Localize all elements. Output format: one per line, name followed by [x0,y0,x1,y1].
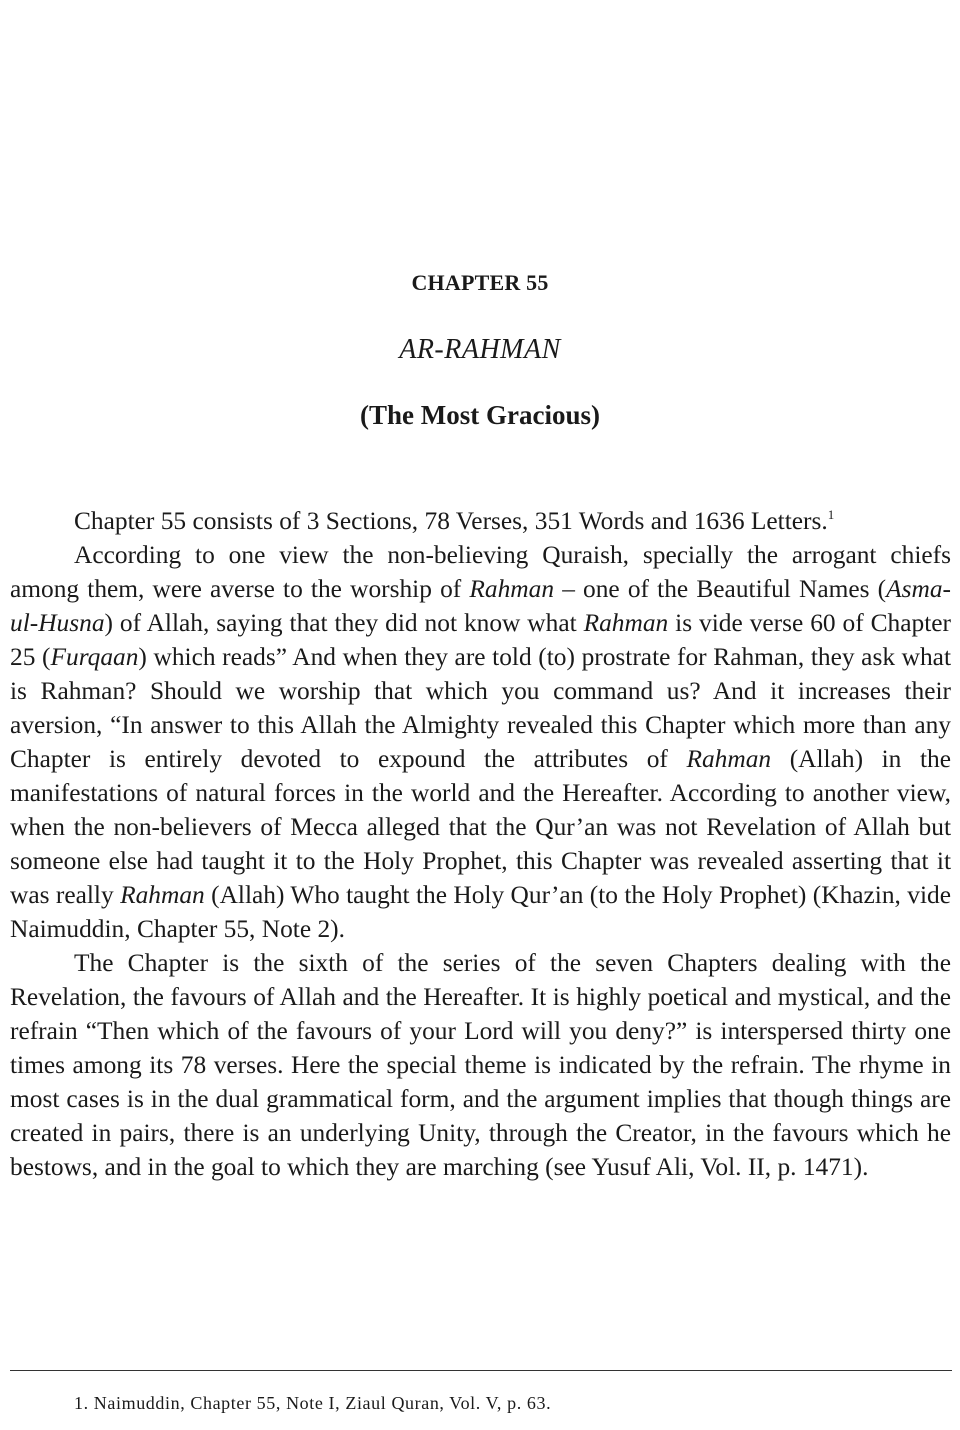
paragraph-text: ) which reads” And when they are told (to) prostrate for Rahman, they ask what is Rahman? Should we worship that which you command us? And it increases their aversion, “In answer to this Allah the Almighty revealed this Chapter which more than any Chapter is entirely devoted to expound the attributes of [10,643,952,773]
footnote-reference: 1 [827,507,835,522]
paragraph-intro [10,504,951,538]
italic-term: Asma-ul-Husna [10,575,951,637]
chapter-subtitle: (The Most Gracious) [360,400,600,430]
chapter-label: CHAPTER 55 [411,270,549,295]
footnote-divider [10,1370,952,1371]
chapter-title: AR-RAHMAN [399,334,561,365]
paragraph-text: According to one view the non-believing Quraish, specially the arrogant chiefs among them, were averse to the worship of [10,541,951,603]
footnote: 1. Naimuddin, Chapter 55, Note I, Ziaul Quran, Vol. V, p. 63. [74,1393,552,1413]
paragraph-text: – one of the Beautiful Names ( [554,575,887,603]
paragraph-text: is vide verse 60 of Chapter 25 ( [10,609,951,671]
paragraph-description: The Chapter is the sixth of the series of the seven Chapters dealing with the Revelation, the favours of Allah and the Hereafter. It is highly poetical and mystical, and the refrain “Then which of the favours of your Lord will you deny?” is interspersed thirty one times among its 78 verses. Here the special theme is indicated by the refrain. The rhyme in most cases is in the dual grammatical form, and the argument implies that though things are created in pairs, there is an underlying Unity, through the Creator, in the favours which he bestows, and in the goal to which they are marching (see Yusuf Ali, Vol. II, p. 1471). [10,949,951,1181]
body-text [10,504,951,1184]
paragraph-intro-text: Chapter 55 consists of 3 Sections, 78 Verses, 351 Words and 1636 Letters. [74,507,828,535]
italic-term: Rahman [120,881,205,909]
paragraph-context [10,538,951,946]
italic-term: Rahman [469,575,555,603]
italic-term: Rahman [686,745,772,773]
italic-term: Rahman [583,609,669,637]
italic-term: Furqaan [50,643,139,671]
paragraph-text: ) of Allah, saying that they did not know what [104,609,584,637]
paragraph-text: (Allah) Who taught the Holy Qur’an (to the Holy Prophet) (Khazin, vide Naimuddin, Chapter 55, Note 2). [10,881,952,943]
paragraph-text: (Allah) in the manifestations of natural forces in the world and the Hereafter. According to another view, when the non-believers of Mecca alleged that the Qur’an was not Revelation of Allah but someone else had taught it to the Holy Prophet, this Chapter was revealed asserting that it was really [10,745,951,909]
